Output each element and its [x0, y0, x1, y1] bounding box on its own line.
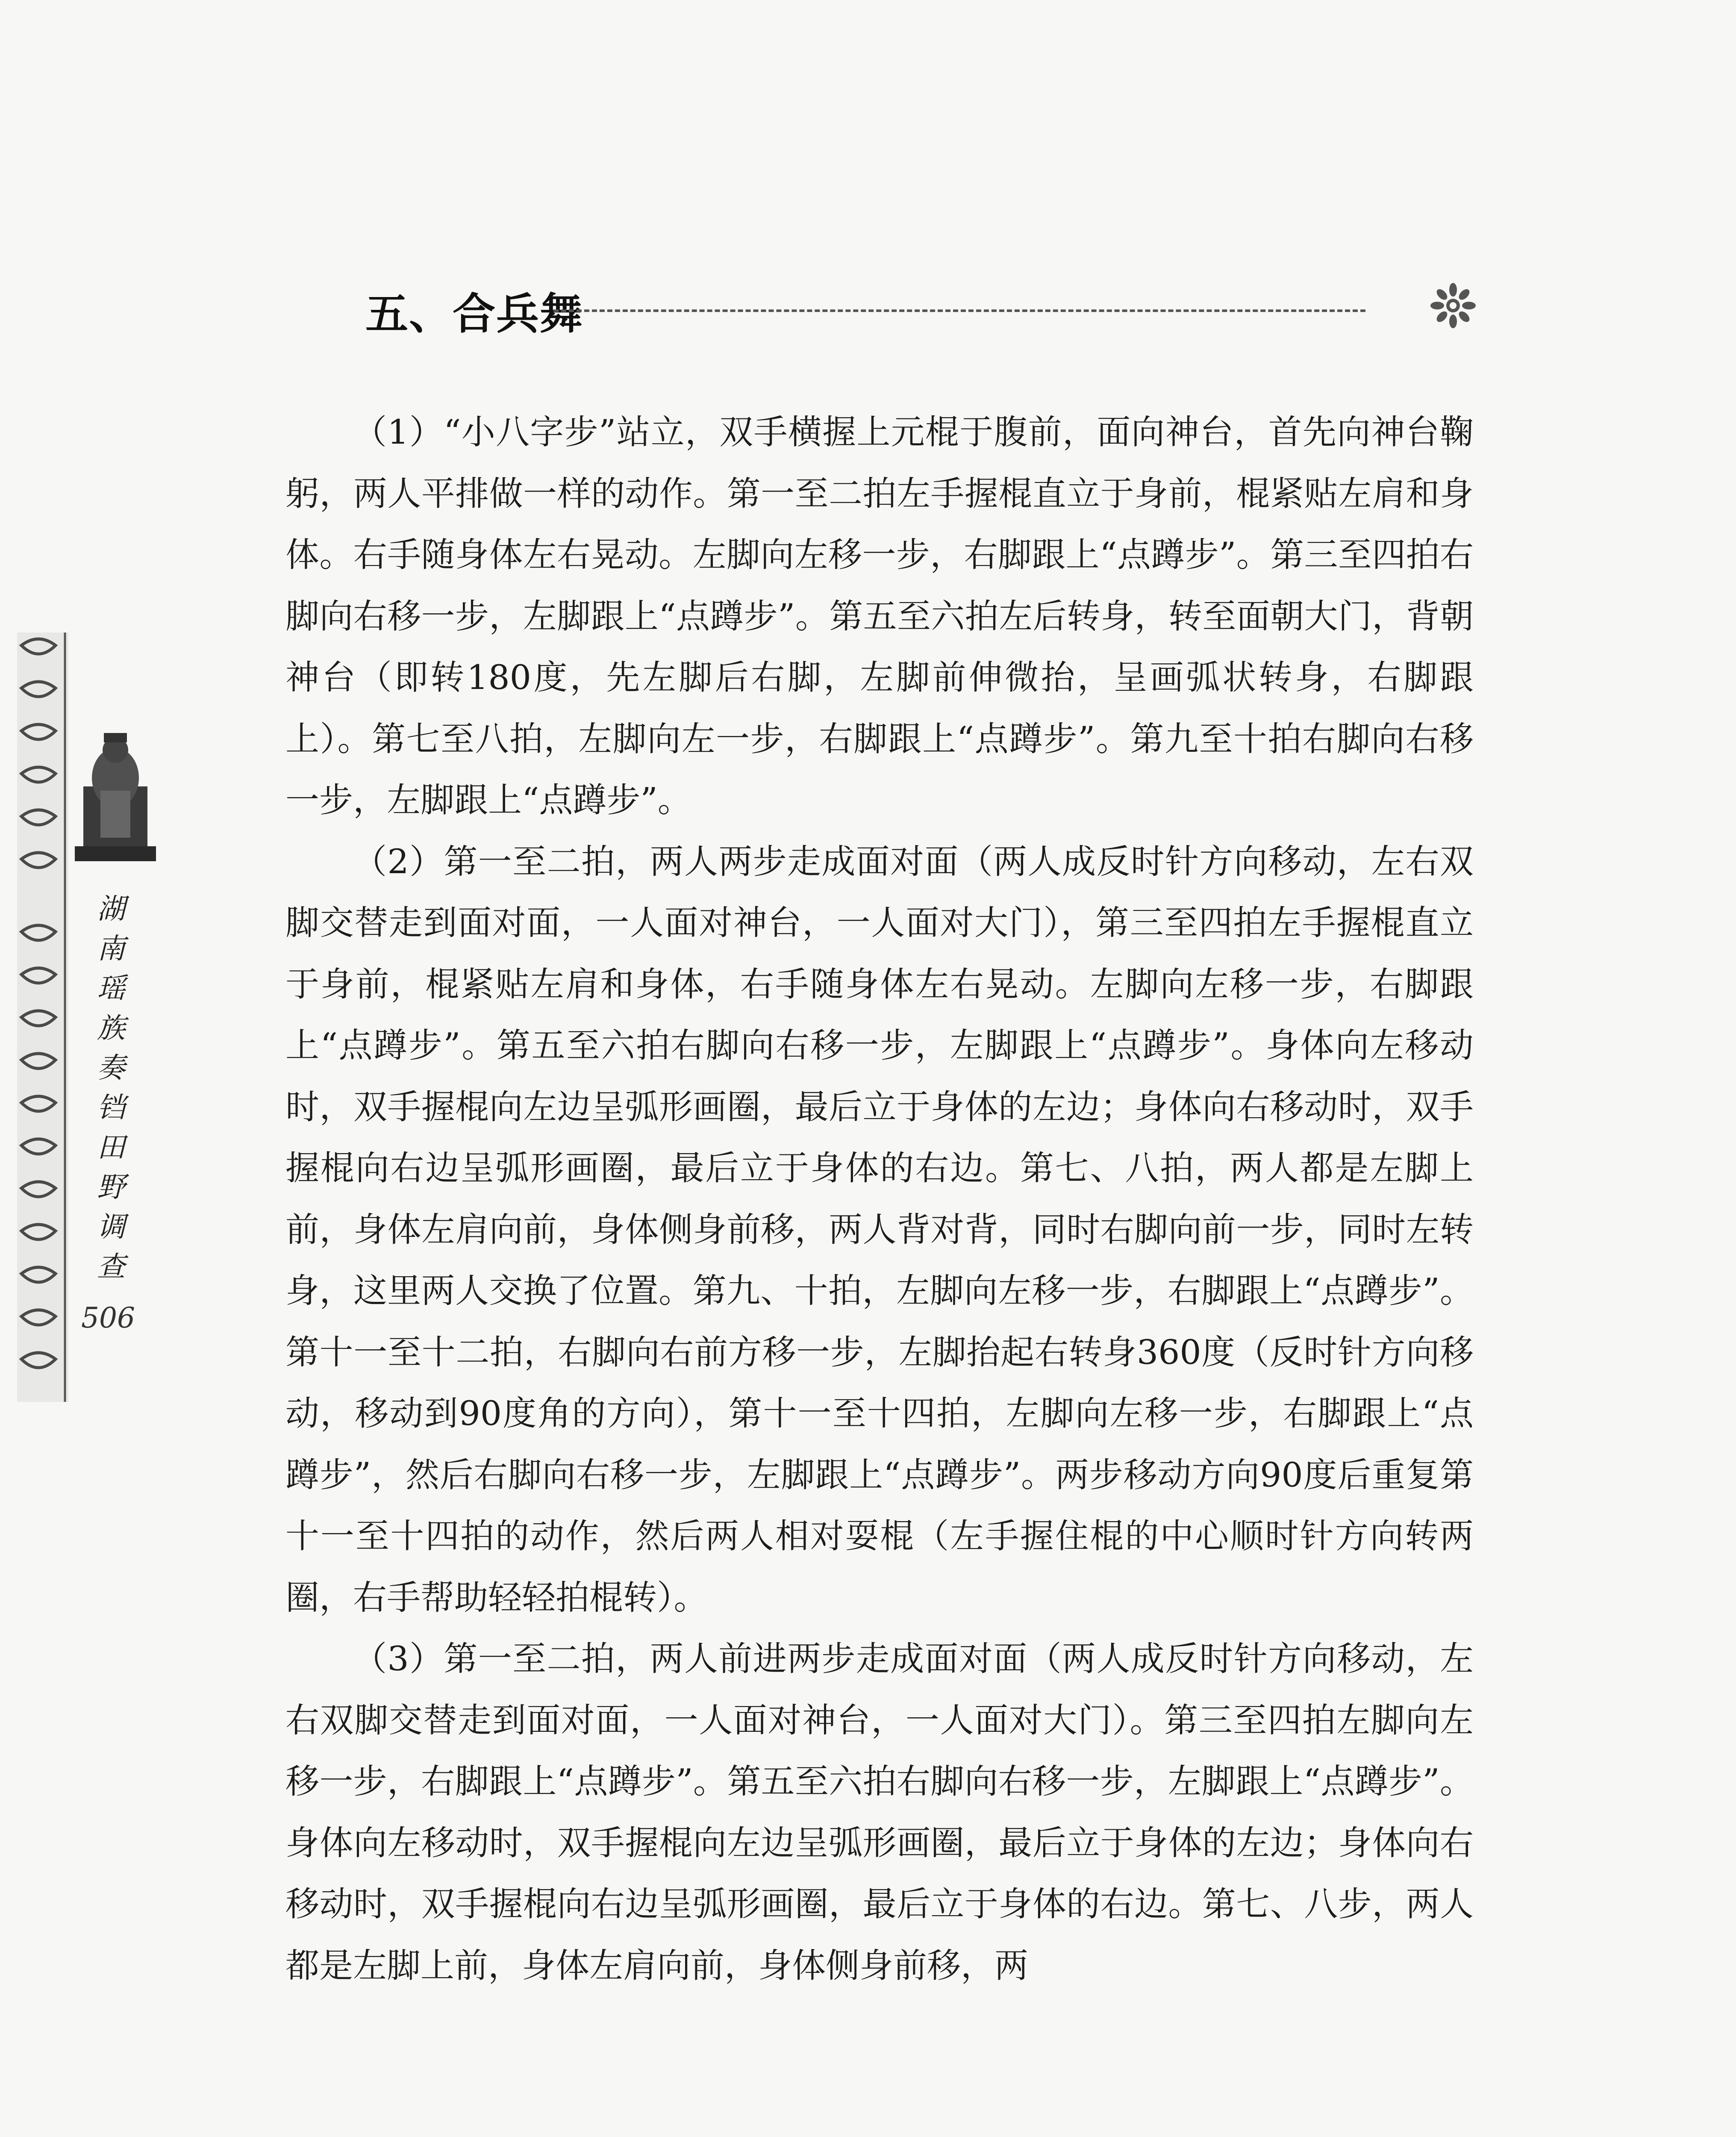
seated-deity-figure-illustration: [71, 727, 160, 863]
vertical-book-title: 湖 南 瑶 族 奏 铛 田 野 调 查: [97, 892, 125, 1283]
body-text: [285, 402, 1474, 1996]
paragraph-3: （3）第一至二拍，两人前进两步走成面对面（两人成反时针方向移动，左右双脚交替走到面对面，一人面对神台，一人面对大门）。第三至四拍左脚向左移一步，右脚跟上“点蹲步”。第五至六拍右脚向右移一步，左脚跟上“点蹲步”。身体向左移动时，双手握棍向左边呈弧形画圈，最后立于身体的左边；身体向右移动时，双手握棍向右边呈弧形画圈，最后立于身体的右边。第七、八步，两人都是左脚上前，身体左肩向前，身体侧身前移，两: [285, 1639, 1474, 1985]
decorative-border-strip: [17, 633, 68, 1402]
title-dashed-rule: [553, 309, 1365, 312]
paragraph-2: （2）第一至二拍，两人两步走成面对面（两人成反时针方向移动，左右双脚交替走到面对面，一人面对神台，一人面对大门），第三至四拍左手握棍直立于身前，棍紧贴左肩和身体，右手随身体左右晃动。左脚向左移一步，右脚跟上“点蹲步”。第五至六拍右脚向右移一步，左脚跟上“点蹲步”。身体向左移动时，双手握棍向左边呈弧形画圈，最后立于身体的左边；身体向右移动时，双手握棍向右边呈弧形画圈，最后立于身体的右边。第七、八拍，两人都是左脚上前，身体左肩向前，身体侧身前移，两人背对背，同时右脚向前一步，同时左转身，这里两人交换了位置。第九、十拍，左脚向左移一步，右脚跟上“点蹲步”。第十一至十二拍，右脚向右前方移一步，左脚抬起右转身360度（反时针方向移动，移动到90度角的方向），第十一至十四拍，左脚向左移一步，右脚跟上“点蹲步”，然后右脚向右移一步，左脚跟上“点蹲步”。两步移动方向90度后重复第十一至十四拍的动作，然后两人相对耍棍（左手握住棍的中心顺时针方向转两圈，右手帮助轻轻拍棍转）。: [285, 842, 1474, 1617]
flower-ornament-icon: [1430, 282, 1477, 329]
page-number: 506: [81, 1301, 135, 1334]
section-heading: [365, 274, 1477, 342]
section-title: 五、合兵舞: [365, 288, 583, 339]
paragraph-1: （1）“小八字步”站立，双手横握上元棍于腹前，面向神台，首先向神台鞠躬，两人平排做一样的动作。第一至二拍左手握棍直立于身前，棍紧贴左肩和身体。右手随身体左右晃动。左脚向左移一步，右脚跟上“点蹲步”。第三至四拍右脚向右移一步，左脚跟上“点蹲步”。第五至六拍左后转身，转至面朝大门，背朝神台（即转180度，先左脚后右脚，左脚前伸微抬，呈画弧状转身，右脚跟上）。第七至八拍，左脚向左一步，右脚跟上“点蹲步”。第九至十拍右脚向右移一步，左脚跟上“点蹲步”。: [285, 412, 1474, 820]
